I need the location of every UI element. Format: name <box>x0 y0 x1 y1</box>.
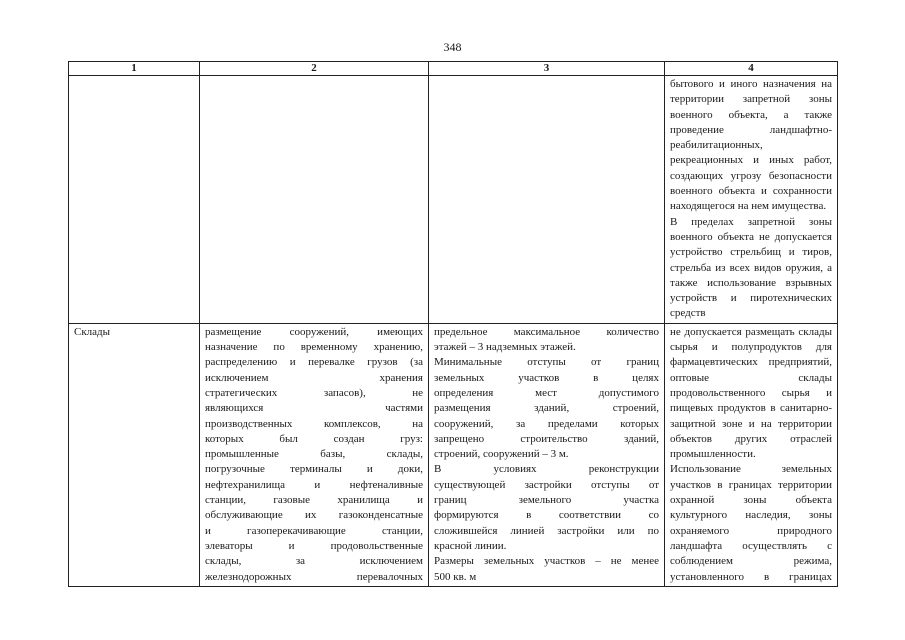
text-line: реабилитационных, <box>670 139 763 152</box>
row1-col2 <box>200 76 429 324</box>
text-line: культурного наследия, зоны <box>670 509 832 522</box>
text-line: железнодорожных перевалочных <box>205 570 423 583</box>
text-line: средств <box>670 307 706 320</box>
text-line: оптовые склады <box>670 371 832 384</box>
header-col-3: 3 <box>429 62 665 76</box>
text-line: назначение по временному хранению, <box>205 341 423 354</box>
text-line: защитной зоне и на территории <box>670 417 832 430</box>
row2-col2 <box>200 323 429 586</box>
text-line: охранной зоны объекта <box>670 494 832 507</box>
text-line: границ земельного участка <box>434 494 659 507</box>
text-line: элеваторы и продовольственные <box>205 539 423 552</box>
text-line: В условиях реконструкции <box>434 463 659 476</box>
text-line: исключением хранения <box>205 371 423 384</box>
text-line: предельное максимальное количество <box>434 325 659 338</box>
row1-col1 <box>69 76 200 324</box>
text-line: военного объекта не допускается <box>670 230 832 243</box>
page-number: 348 <box>443 40 462 54</box>
text-line: этажей – 3 надземных этажей. <box>434 341 576 354</box>
text-line: устройств и пиротехнических <box>670 292 832 305</box>
text-line: сложившейся линией застройки или по <box>434 524 659 537</box>
header-col-1: 1 <box>69 62 200 76</box>
text-line: красной линии. <box>434 539 507 552</box>
text-line: промышленности. <box>670 448 756 461</box>
row1-col4 <box>665 76 838 324</box>
text-line: В пределах запретной зоны <box>670 215 832 228</box>
text-line: станции, газовые хранилища и <box>205 494 423 507</box>
text-line: размещение сооружений, имеющих <box>205 325 423 338</box>
text-line: сырья и полупродуктов для <box>670 341 832 354</box>
text-line: соблюдением режима, <box>670 555 832 568</box>
text-line: нефтехранилища и нефтеналивные <box>205 478 423 491</box>
text-line: существующей застройки отступы от <box>434 478 659 491</box>
text-line: размещения зданий, строений, <box>434 402 659 415</box>
text-line: распределению и перевалке грузов (за <box>205 356 423 369</box>
table-header-row <box>69 62 838 76</box>
text-line: также использование взрывных <box>670 276 832 289</box>
text-line: охраняемого природного <box>670 524 832 537</box>
text-line: запрещено строительство зданий, <box>434 432 659 445</box>
text-line: 500 кв. м <box>434 570 477 583</box>
land-use-table <box>68 61 838 587</box>
table-row <box>69 76 838 324</box>
text-line: находящегося на нем имущества. <box>670 200 827 213</box>
text-line: создающих угрозу безопасности <box>670 169 832 182</box>
text-line: которых был создан груз: <box>205 432 423 445</box>
text-line: производственных комплексов, на <box>205 417 423 430</box>
row2-col1: Склады <box>69 323 200 586</box>
text-line: проведение ландшафтно- <box>670 123 832 136</box>
text-line: устройство стрельбищ и тиров, <box>670 246 832 259</box>
text-line: пищевых продуктов в санитарно- <box>670 402 832 415</box>
text-line: участков в границах территории <box>670 478 832 491</box>
text-line: Размеры земельных участков – не менее <box>434 555 659 568</box>
text-line: строений, сооружений – 3 м. <box>434 448 569 461</box>
text-line: не допускается размещать склады <box>670 325 832 338</box>
row1-col3 <box>429 76 665 324</box>
text-line: Минимальные отступы от границ <box>434 356 659 369</box>
text-line: военного объекта и сохранности <box>670 185 832 198</box>
text-line: бытового и иного назначения на <box>670 78 832 90</box>
table-row <box>69 323 838 586</box>
text-line: ландшафта осуществлять с <box>670 539 832 552</box>
text-line: продовольственного сырья и <box>670 386 832 399</box>
text-line: установленного в границах <box>670 570 832 583</box>
header-col-4: 4 <box>665 62 838 76</box>
row2-col4 <box>665 323 838 586</box>
text-line: территории запретной зоны <box>670 93 832 106</box>
row2-col3 <box>429 323 665 586</box>
text-line: Использование земельных <box>670 463 832 476</box>
text-line: формируются в соответствии со <box>434 509 659 522</box>
text-line: и газоперекачивающие станции, <box>205 524 423 537</box>
header-col-2: 2 <box>200 62 429 76</box>
text-line: рекреационных и иных работ, <box>670 154 832 167</box>
text-line: являющихся частями <box>205 402 423 415</box>
text-line: сооружений, за пределами которых <box>434 417 659 430</box>
text-line: стратегических запасов), не <box>205 386 423 399</box>
text-line: обслуживающие их газоконденсатные <box>205 509 423 522</box>
text-line: военного объекта, а также <box>670 108 832 121</box>
text-line: погрузочные терминалы и доки, <box>205 463 423 476</box>
text-line: земельных участков в целях <box>434 371 659 384</box>
text-line: фармацевтических предприятий, <box>670 356 832 369</box>
text-line: стрельба из всех видов оружия, а <box>670 261 832 274</box>
text-line: объектов других отраслей <box>670 432 832 445</box>
text-line: определения мест допустимого <box>434 386 659 399</box>
text-line: склады, за исключением <box>205 555 423 568</box>
text-line: промышленные базы, склады, <box>205 448 423 461</box>
